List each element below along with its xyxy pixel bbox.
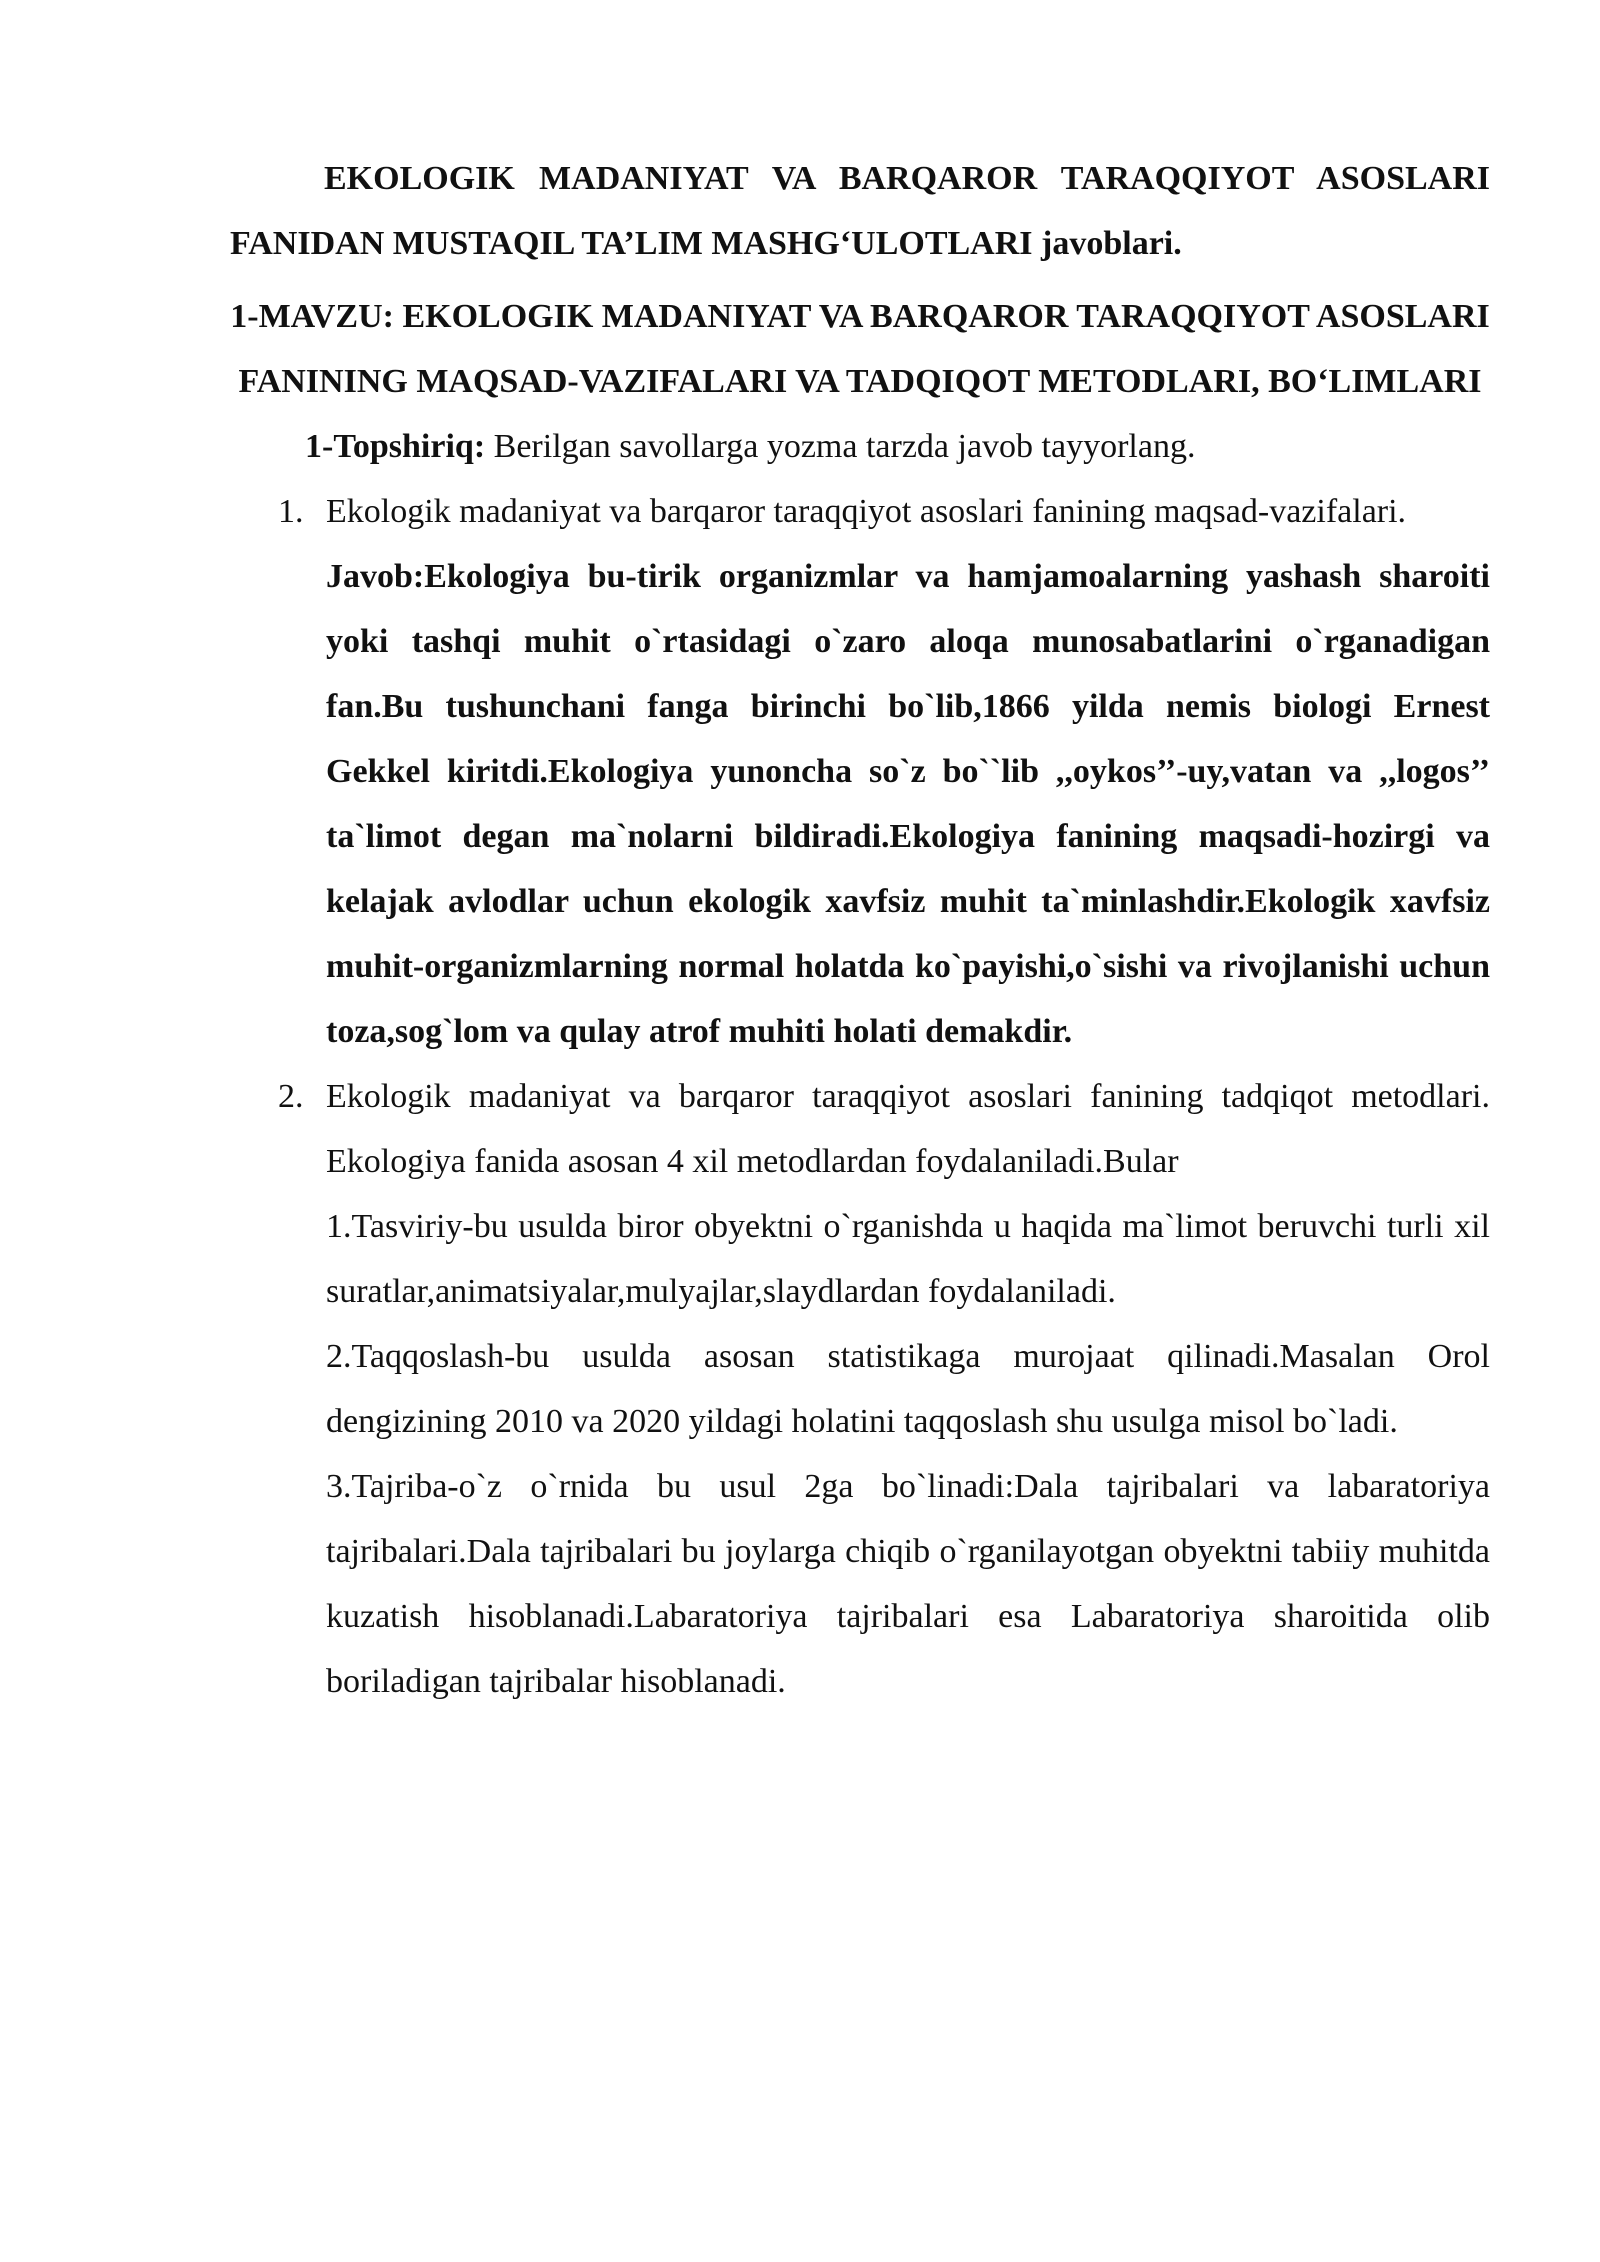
question-number: 1. — [278, 493, 304, 530]
task-label: 1-Topshiriq: — [305, 428, 486, 465]
document-title: EKOLOGIK MADANIYAT VA BARQAROR TARAQQIYOT ASOSLARI FANIDAN MUSTAQIL TA’LIM MASHG‘ULOTLARI javoblari. — [230, 160, 1490, 262]
answer-text: Javob:Ekologiya bu-tirik organizmlar va hamjamoalarning yashash sharoiti yoki tashqi muhit o`rtasidagi o`zaro aloqa munosabatlarini o`rganadigan fan.Bu tushunchani fanga birinchi bo`lib,1866 yilda nemis biologi Ernest Gekkel kiritdi.Ekologiya yunoncha so`z bo``lib ,,oykos’’-uy,vatan va ,,logos’’ ta`limot degan ma`nolarni bildiradi.Ekologiya fanining maqsadi-hozirgi va kelajak avlodlar uchun ekologik xavfsiz muhit ta`minlashdir.Ekologik xavfsiz muhit-organizmlarning normal holatda ko`payishi,o`sishi va rivojlanishi uchun toza,sog`lom va qulay atrof muhiti holati demakdir. — [326, 558, 1490, 1050]
question-item-1 — [230, 479, 1490, 1064]
topic-heading: 1-MAVZU: EKOLOGIK MADANIYAT VA BARQAROR TARAQQIYOT ASOSLARI FANINING MAQSAD-VAZIFALARI VA TADQIQOT METODLARI, BO‘LIMLARI — [230, 298, 1490, 400]
method-paragraph: 1.Tasviriy-bu usulda biror obyektni o`rganishda u haqida ma`limot beruvchi turli xil suratlar,animatsiyalar,mulyajlar,slaydlardan foydalaniladi. — [326, 1208, 1490, 1310]
method-paragraph: 2.Taqqoslash-bu usulda asosan statistikaga murojaat qilinadi.Masalan Orol dengizining 2010 va 2020 yildagi holatini taqqoslash shu usulga misol bo`ladi. — [326, 1338, 1490, 1440]
task-line — [230, 414, 1490, 479]
question-text: Ekologik madaniyat va barqaror taraqqiyot asoslari fanining maqsad-vazifalari. — [326, 493, 1407, 530]
task-text: Berilgan savollarga yozma tarzda javob tayyorlang. — [485, 428, 1196, 465]
question-number: 2. — [278, 1078, 304, 1115]
method-paragraph: 3.Tajriba-o`z o`rnida bu usul 2ga bo`linadi:Dala tajribalari va labaratoriya tajribalari.Dala tajribalari bu joylarga chiqib o`rganilayotgan obyektni tabiiy muhitda kuzatish hisoblanadi.Labaratoriya tajribalari esa Labaratoriya sharoitida olib boriladigan tajribalar hisoblanadi. — [326, 1468, 1490, 1700]
question-item-2 — [230, 1064, 1490, 1714]
question-text: Ekologik madaniyat va barqaror taraqqiyot asoslari fanining tadqiqot metodlari. Ekologiya fanida asosan 4 xil metodlardan foydalaniladi.Bular — [326, 1078, 1490, 1180]
document-body — [230, 146, 1490, 1714]
question-list — [230, 479, 1490, 1714]
